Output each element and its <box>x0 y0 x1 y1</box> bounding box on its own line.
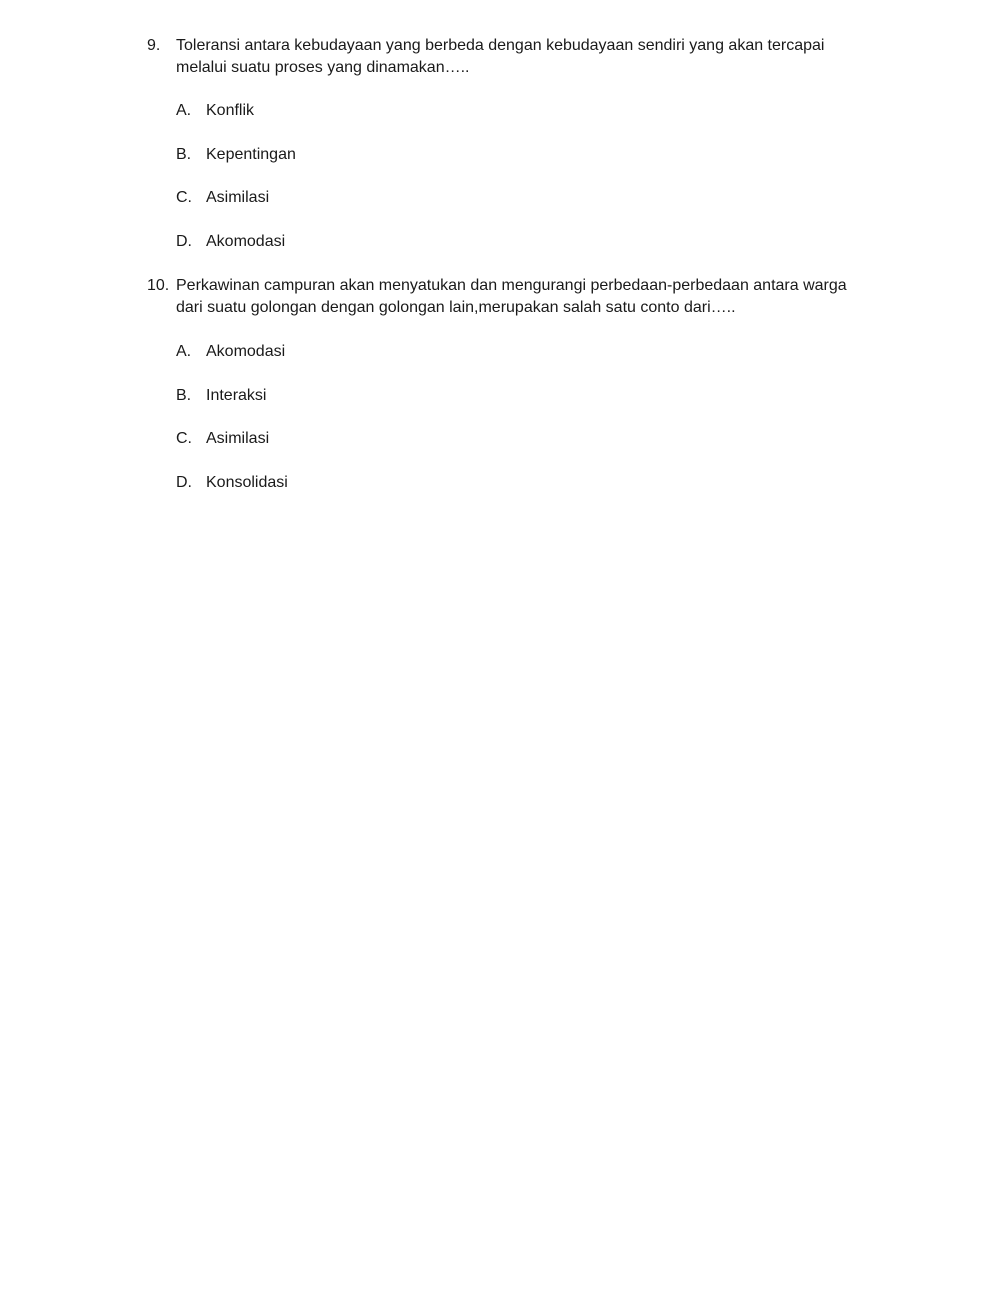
option-letter: D. <box>176 233 192 250</box>
option-letter: D. <box>176 474 192 491</box>
option-letter: A. <box>176 102 192 119</box>
option-letter: C. <box>176 430 192 447</box>
option-letter: C. <box>176 189 192 206</box>
question-number: 10. <box>147 277 170 294</box>
question-10 <box>147 275 887 319</box>
q9-option-c[interactable] <box>176 187 269 209</box>
q9-option-a[interactable] <box>176 100 254 122</box>
question-text: Toleransi antara kebudayaan yang berbeda dengan kebudayaan sendiri yang akan tercapai melalui suatu proses yang dinamakan….. <box>176 37 825 76</box>
option-letter: B. <box>176 146 192 163</box>
option-text: Asimilasi <box>206 189 270 206</box>
q10-option-d[interactable] <box>176 472 288 494</box>
question-9 <box>147 35 887 79</box>
option-letter: A. <box>176 343 192 360</box>
option-text: Konsolidasi <box>206 474 288 491</box>
option-text: Konflik <box>206 102 255 119</box>
option-text: Asimilasi <box>206 430 270 447</box>
option-text: Akomodasi <box>206 233 286 250</box>
q10-option-c[interactable] <box>176 428 269 450</box>
q10-option-a[interactable] <box>176 341 285 363</box>
option-text: Kepentingan <box>206 146 296 163</box>
q9-option-d[interactable] <box>176 231 285 253</box>
question-text: Perkawinan campuran akan menyatukan dan mengurangi perbedaan-perbedaan antara warga dari suatu golongan dengan golongan lain,merupakan salah satu conto dari….. <box>176 277 847 316</box>
option-letter: B. <box>176 387 192 404</box>
question-number: 9. <box>147 37 161 54</box>
option-text: Interaksi <box>206 387 267 404</box>
option-text: Akomodasi <box>206 343 286 360</box>
q9-option-b[interactable] <box>176 144 296 166</box>
q10-option-b[interactable] <box>176 385 266 407</box>
